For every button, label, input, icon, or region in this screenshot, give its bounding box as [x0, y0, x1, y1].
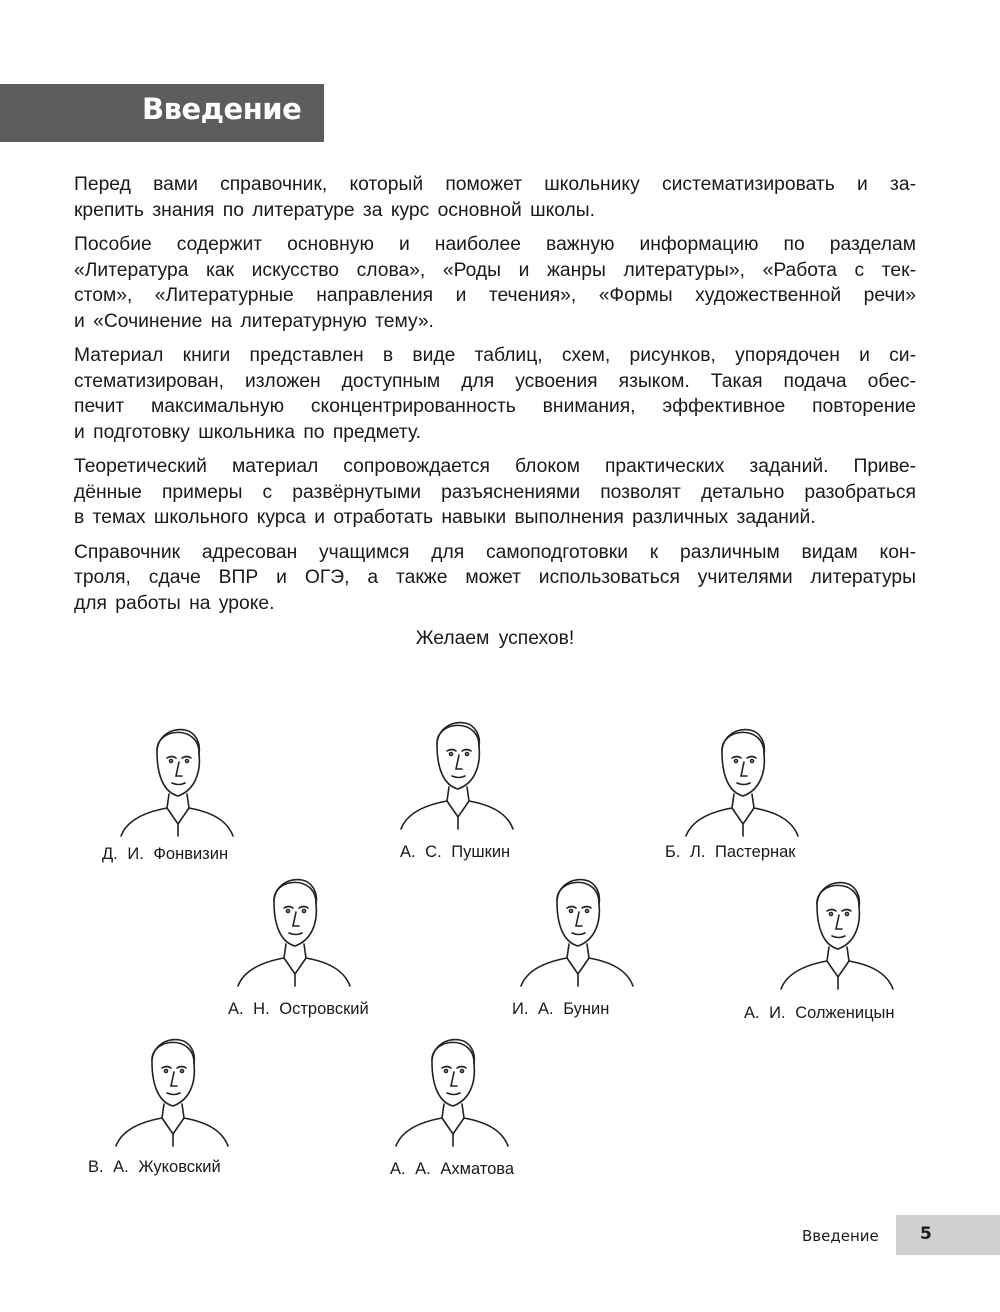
portrait-pasternak: [680, 712, 805, 837]
page-number: 5: [920, 1224, 932, 1244]
text-line: троля, сдаче ВПР и ОГЭ, а также может использоваться учителями литературы: [74, 567, 916, 588]
text-line: дённые примеры с развёрнутыми разъяснениями позволят детально разобраться: [74, 481, 916, 503]
text-line: «Литература как искусство слова», «Роды и жанры литературы», «Работа с тек-: [74, 259, 916, 281]
portrait-caption: И. А. Бунин: [512, 1000, 610, 1018]
portrait-bunin: [515, 862, 640, 987]
closing-wish: Желаем успехов!: [415, 628, 575, 649]
text-line: стематизирован, изложен доступным для усвоения языком. Такая подача обес-: [74, 370, 916, 392]
portrait-zhukovsky: [110, 1022, 235, 1147]
text-line: и «Сочинение на литературную тему».: [74, 310, 434, 332]
text-line: стом», «Литературные направления и течения», «Формы художественной речи»: [74, 285, 916, 306]
paragraph: [74, 454, 916, 531]
text-line: Перед вами справочник, который поможет школьнику систематизировать и за-: [74, 174, 916, 195]
text-line: Материал книги представлен в виде таблиц, схем, рисунков, упорядочен и си-: [74, 345, 916, 366]
portrait-caption: В. А. Жуковский: [88, 1158, 221, 1176]
text-line: крепить знания по литературе за курс основной школы.: [74, 199, 596, 221]
portrait-fonvizin: [115, 712, 240, 837]
portrait-caption: Д. И. Фонвизин: [102, 845, 229, 863]
text-line: и подготовку школьника по предмету.: [74, 421, 422, 443]
running-footer-section: Введение: [802, 1227, 879, 1245]
portrait-pushkin: [395, 705, 520, 830]
paragraph: [74, 172, 916, 223]
intro-text: [74, 172, 916, 625]
text-line: для работы на уроке.: [74, 592, 275, 614]
portrait-akhmatova: [390, 1022, 515, 1147]
portrait-ostrovsky: [232, 862, 357, 987]
portrait-caption: А. Н. Островский: [228, 1000, 369, 1018]
text-line: печит максимальную сконцентрированность внимания, эффективное повторение: [74, 396, 916, 417]
page-number-box: [896, 1215, 1000, 1255]
paragraph: [74, 540, 916, 617]
section-heading: Введение: [142, 92, 302, 126]
portrait-caption: А. С. Пушкин: [400, 843, 511, 861]
portrait-caption: А. А. Ахматова: [390, 1160, 515, 1178]
text-line: Справочник адресован учащимся для самоподготовки к различным видам кон-: [74, 541, 916, 563]
portrait-caption: Б. Л. Пастернак: [665, 843, 796, 861]
text-line: Теоретический материал сопровождается блоком практических заданий. Приве-: [74, 456, 916, 477]
section-heading-bar: [0, 84, 324, 142]
text-line: Пособие содержит основную и наиболее важную информацию по разделам: [74, 234, 916, 255]
paragraph: [74, 232, 916, 334]
portrait-caption: А. И. Солженицын: [744, 1004, 895, 1022]
portrait-solzhenitsyn: [775, 865, 900, 990]
paragraph: [74, 343, 916, 445]
text-line: в темах школьного курса и отработать навыки выполнения различных заданий.: [74, 507, 816, 528]
